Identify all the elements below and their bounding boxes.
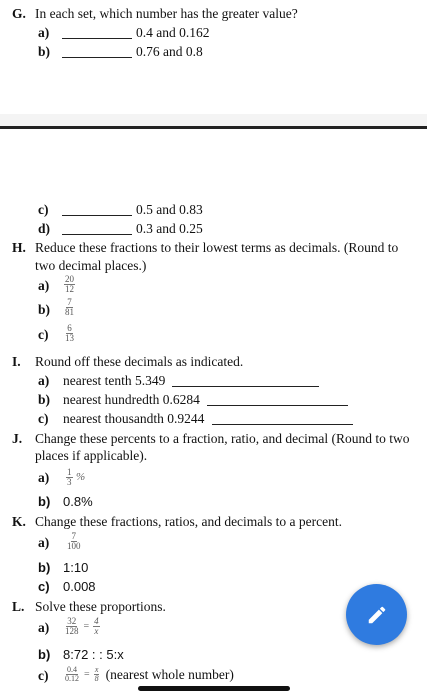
j-item-b-value: 0.8% [63,494,93,509]
section-i-instruction: Round off these decimals as indicated. [35,354,244,369]
g-item-a-label: a) [38,25,50,40]
g-item-b-value: 0.76 and 0.8 [136,44,203,59]
k-item-c-value: 0.008 [63,579,96,594]
h-item-b-numerator: 7 [67,297,72,307]
section-h-letter: H. [12,240,26,255]
l-item-c-left-denominator: 0.12 [65,674,79,683]
g-item-b-blank [62,57,132,58]
i-item-b-label: b) [38,392,51,407]
k-item-a-numerator: 7 [71,531,76,541]
section-j-instruction-line2: places if applicable). [35,448,148,463]
g-item-b-label: b) [38,44,51,59]
l-item-c-right-denominator: 8 [94,674,99,683]
section-i-letter: I. [12,354,21,369]
i-item-a-label: a) [38,373,50,388]
j-item-a-percent: % [76,471,86,483]
g-item-d-label: d) [38,221,51,236]
h-item-c-fraction [64,324,75,343]
section-j-letter: J. [12,431,23,446]
l-item-b-value: 8:72 : : 5:x [63,647,124,662]
section-g-instruction: In each set, which number has the greater value? [35,6,298,21]
l-item-b-label: b) [38,647,51,662]
i-item-c-blank [212,424,353,425]
l-item-a-right-fraction [93,617,100,636]
k-item-a-label: a) [38,535,50,550]
l-item-c-right-numerator: x [94,665,99,674]
j-item-a-denominator: 3 [67,477,72,487]
i-item-c-label: c) [38,411,49,426]
l-item-a-left-fraction [64,617,80,636]
l-item-a-left-numerator: 32 [67,616,77,626]
section-h-instruction-line2: two decimal places.) [35,258,147,273]
l-item-c-left-numerator: 0.4 [67,665,77,674]
i-item-a-text: nearest tenth 5.349 [63,373,166,388]
l-item-c-proportion [64,666,234,683]
l-item-c-equals: = [84,669,90,680]
i-item-a-blank [172,386,319,387]
h-item-c-label: c) [38,327,49,342]
k-item-b-label: b) [38,560,51,575]
i-item-b-blank [207,405,348,406]
l-item-c-right-fraction [94,666,100,683]
k-item-a-denominator: 100 [67,541,81,551]
h-item-a-label: a) [38,278,50,293]
j-item-a-fraction [66,468,73,487]
j-item-a-numerator: 1 [67,467,72,477]
l-item-a-left-denominator: 128 [65,626,79,636]
g-item-d-value: 0.3 and 0.25 [136,221,203,236]
g-item-a-blank [62,38,132,39]
g-item-a-value: 0.4 and 0.162 [136,25,210,40]
j-item-b-label: b) [38,494,51,509]
h-item-a-denominator: 12 [65,284,74,294]
k-item-b-value: 1:10 [63,560,89,575]
edit-button[interactable] [346,584,407,645]
l-item-c-label: c) [38,668,49,683]
l-item-c-left-fraction [64,666,80,683]
section-k-instruction: Change these fractions, ratios, and decimals to a percent. [35,514,343,529]
k-item-a-fraction [66,532,82,551]
h-item-a-fraction [64,275,75,294]
section-k-letter: K. [12,514,26,529]
j-item-a-label: a) [38,470,50,485]
g-item-d-blank [62,234,132,235]
section-l-instruction: Solve these proportions. [35,599,166,614]
l-item-a-proportion [64,617,100,636]
l-item-a-right-numerator: 4 [94,616,99,626]
section-j-instruction-line1: Change these percents to a fraction, ratio, and decimal (Round to two [35,431,410,446]
g-item-c-value: 0.5 and 0.83 [136,202,203,217]
l-item-a-label: a) [38,620,50,635]
g-item-c-blank [62,215,132,216]
h-item-b-fraction [64,298,75,317]
h-item-a-numerator: 20 [65,274,74,284]
page-divider [0,126,427,129]
g-item-c-label: c) [38,202,49,217]
page-gap [0,114,427,126]
l-item-a-right-denominator: x [94,626,99,636]
section-l-letter: L. [12,599,25,614]
home-indicator[interactable] [138,686,290,691]
section-g-letter: G. [12,6,26,21]
h-item-c-numerator: 6 [67,323,72,333]
section-h-instruction-line1: Reduce these fractions to their lowest terms as decimals. (Round to [35,240,399,255]
i-item-b-text: nearest hundredth 0.6284 [63,392,200,407]
l-item-a-equals: = [83,621,90,632]
l-item-c-note: (nearest whole number) [105,666,234,682]
i-item-c-text: nearest thousandth 0.9244 [63,411,205,426]
h-item-b-denominator: 81 [65,307,74,317]
h-item-c-denominator: 13 [65,333,74,343]
k-item-c-label: c) [38,579,50,594]
pencil-icon [366,604,388,626]
h-item-b-label: b) [38,302,51,317]
